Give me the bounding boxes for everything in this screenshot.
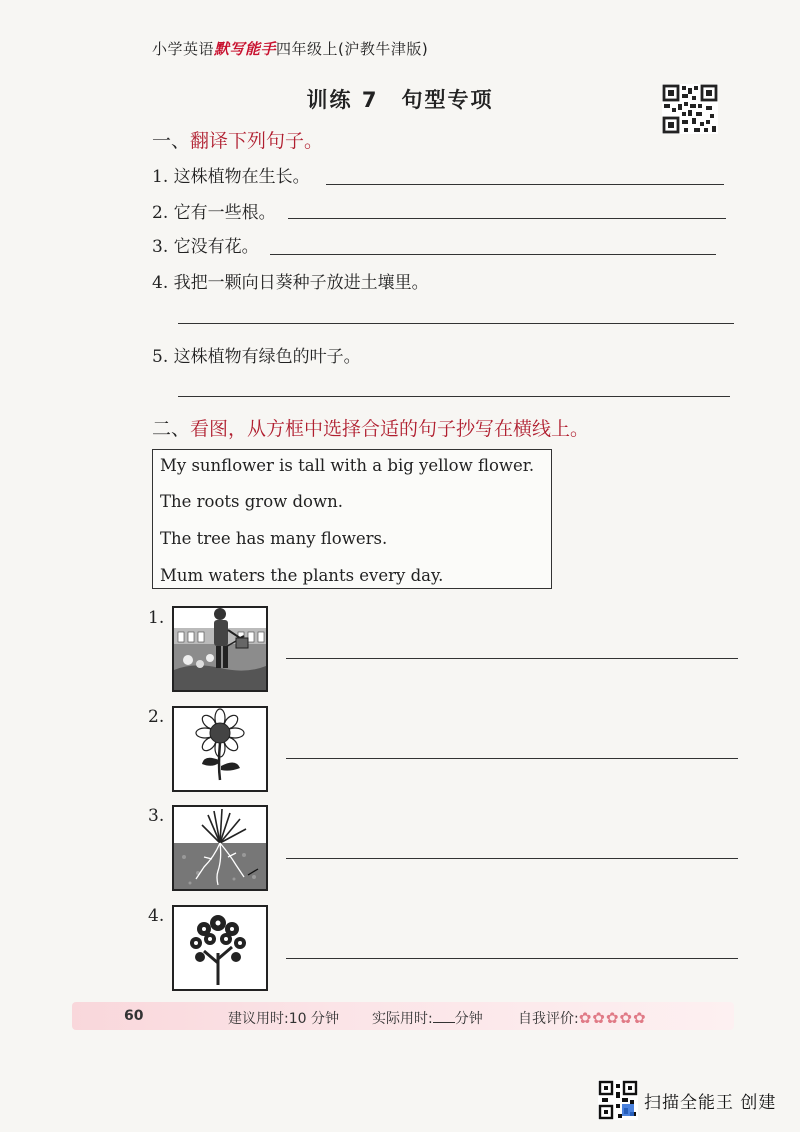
answer-line-4[interactable]	[178, 323, 734, 324]
actual-time: 实际用时: 分钟	[372, 1011, 483, 1027]
question-2: 2. 它有一些根。	[152, 203, 276, 223]
section1-number: 一、	[152, 130, 191, 152]
option-sentence-2: The roots grow down.	[160, 492, 343, 511]
option-sentence-3: The tree has many flowers.	[160, 529, 388, 548]
item-1-answer-line[interactable]	[286, 658, 738, 659]
page-number: 60	[124, 1008, 144, 1024]
option-sentence-1: My sunflower is tall with a big yellow flower.	[160, 456, 535, 475]
scanner-watermark-text: 扫描全能王 创建	[644, 1093, 777, 1113]
item-1-number: 1.	[148, 608, 165, 628]
series-prefix: 小学英语	[152, 40, 215, 58]
section2-heading	[152, 414, 589, 441]
series-brand: 默写能手	[214, 40, 277, 58]
item-2-answer-line[interactable]	[286, 758, 738, 759]
section2-instruction: 看图，从方框中选择合适的句子抄写在横线上。	[190, 418, 590, 440]
question-3: 3. 它没有花。	[152, 237, 259, 257]
page-title: 训练 7 句型专项	[306, 88, 494, 112]
answer-line-2[interactable]	[288, 218, 726, 219]
flowering-tree-picture	[172, 905, 268, 991]
item-3-number: 3.	[148, 806, 165, 826]
question-4: 4. 我把一颗向日葵种子放进土壤里。	[152, 273, 429, 293]
item-4-answer-line[interactable]	[286, 958, 738, 959]
plant-roots-picture	[172, 805, 268, 891]
qr-code-icon[interactable]	[662, 84, 718, 134]
rating-stars[interactable]: ✿✿✿✿✿	[578, 1009, 647, 1027]
section2-number: 二、	[152, 418, 191, 440]
item-2-number: 2.	[148, 707, 165, 727]
actual-time-blank[interactable]	[433, 1012, 455, 1023]
item-4-number: 4.	[148, 906, 165, 926]
scanner-qr-icon	[598, 1080, 638, 1120]
answer-line-3[interactable]	[270, 254, 716, 255]
option-sentence-4: Mum waters the plants every day.	[160, 566, 444, 585]
section1-heading	[152, 126, 323, 153]
series-suffix: 四年级上(沪教牛津版)	[276, 40, 429, 58]
sunflower-picture	[172, 706, 268, 792]
item-3-answer-line[interactable]	[286, 858, 738, 859]
sentence-options-box	[152, 449, 552, 589]
answer-line-5[interactable]	[178, 396, 730, 397]
suggested-time: 建议用时:10 分钟	[228, 1011, 339, 1027]
series-title	[152, 38, 428, 59]
answer-line-1[interactable]	[326, 184, 724, 185]
question-5: 5. 这株植物有绿色的叶子。	[152, 347, 361, 367]
question-1: 1. 这株植物在生长。	[152, 167, 310, 187]
self-evaluation: 自我评价:✿✿✿✿✿	[518, 1009, 647, 1027]
woman-watering-plants-picture	[172, 606, 268, 692]
section1-instruction: 翻译下列句子。	[190, 130, 324, 152]
